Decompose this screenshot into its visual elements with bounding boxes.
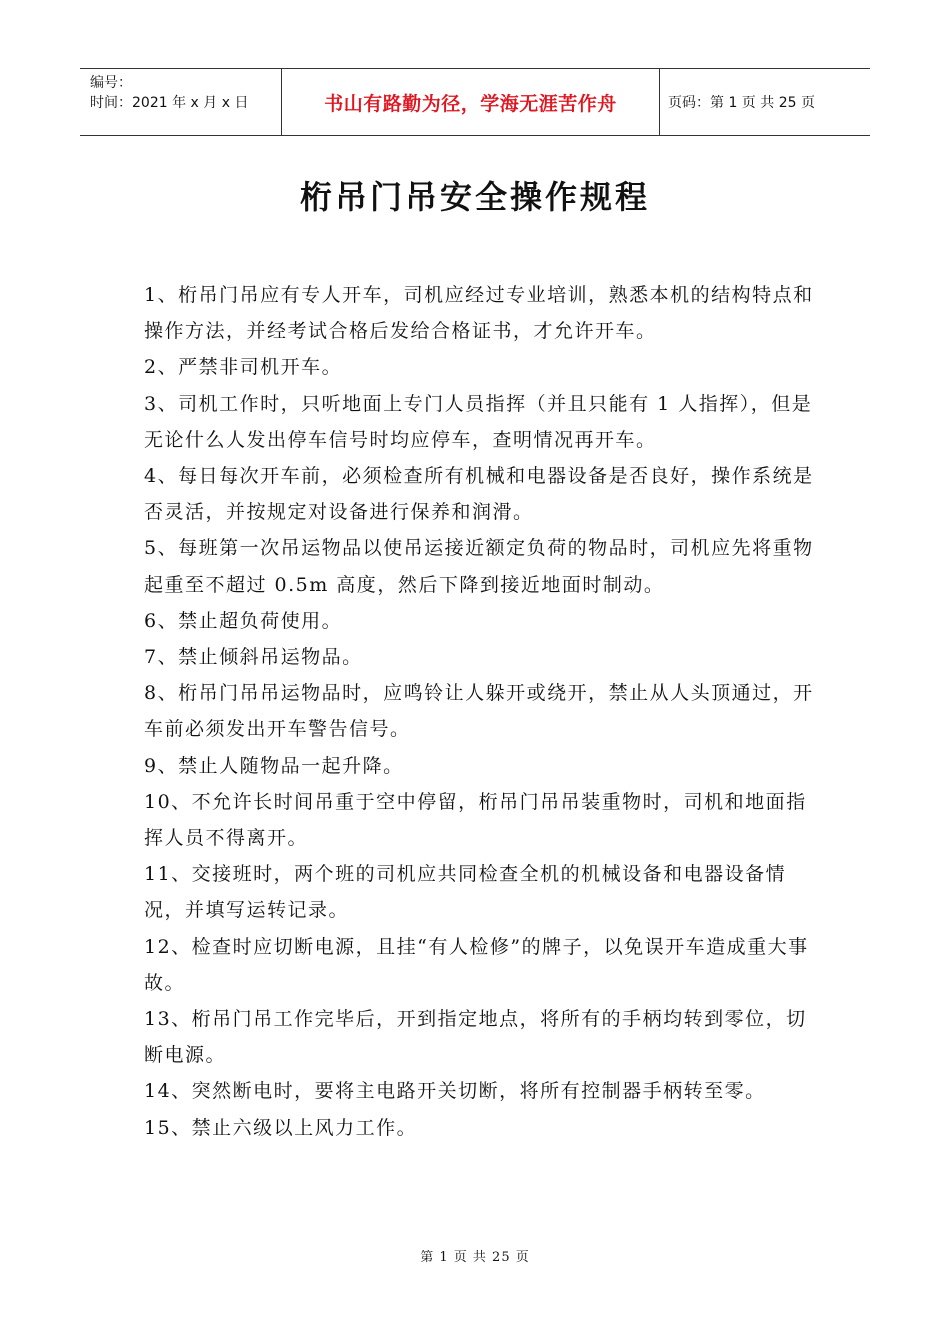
header-table	[80, 68, 870, 136]
time-label: 时间：2021 年 x 月 x 日	[90, 95, 249, 111]
document-title: 桁吊门吊安全操作规程	[299, 178, 650, 216]
rule-item: 14、突然断电时，要将主电路开关切断，将所有控制器手柄转至零。	[144, 1080, 766, 1103]
rules-list	[144, 277, 814, 1146]
page-footer: 第 1 页 共 25 页	[420, 1250, 530, 1265]
rule-item: 11、交接班时，两个班的司机应共同检查全机的机械设备和电器设备情况，并填写运转记录。	[144, 863, 787, 922]
rule-item: 4、每日每次开车前，必须检查所有机械和电器设备是否良好，操作系统是否灵活，并按规定对设备进行保养和润滑。	[144, 465, 814, 524]
motto: 书山有路勤为径，学海无涯苦作舟	[282, 69, 660, 135]
rule-item: 5、每班第一次吊运物品以使吊运接近额定负荷的物品时，司机应先将重物起重至不超过 0.5m 高度，然后下降到接近地面时制动。	[144, 537, 814, 596]
rule-item: 12、检查时应切断电源，且挂“有人检修”的牌子，以免误开车造成重大事故。	[144, 935, 809, 994]
rule-item: 7、禁止倾斜吊运物品。	[144, 646, 363, 669]
page-info: 页码：第 1 页 共 25 页	[668, 95, 815, 111]
rule-item: 10、不允许长时间吊重于空中停留，桁吊门吊吊装重物时，司机和地面指挥人员不得离开。	[144, 790, 807, 850]
rule-item: 6、禁止超负荷使用。	[144, 609, 343, 632]
rule-item: 8、桁吊门吊吊运物品时，应鸣铃让人躲开或绕开，禁止从人头顶通过，开车前必须发出开车警告信号。	[144, 682, 814, 741]
rule-item: 9、禁止人随物品一起升降。	[144, 754, 404, 777]
rule-item: 3、司机工作时，只听地面上专门人员指挥（并且只能有 1 人指挥），但是无论什么人发出停车信号时均应停车，查明情况再开车。	[144, 392, 813, 451]
rule-item: 13、桁吊门吊工作完毕后，开到指定地点，将所有的手柄均转到零位，切断电源。	[144, 1008, 807, 1067]
rule-item: 1、桁吊门吊应有专人开车，司机应经过专业培训，熟悉本机的结构特点和操作方法，并经考试合格后发给合格证书，才允许开车。	[144, 284, 814, 343]
rule-item: 2、严禁非司机开车。	[144, 356, 343, 379]
code-label: 编号：	[90, 75, 132, 91]
header-meta-cell	[80, 69, 282, 135]
rule-item: 15、禁止六级以上风力工作。	[144, 1116, 418, 1139]
